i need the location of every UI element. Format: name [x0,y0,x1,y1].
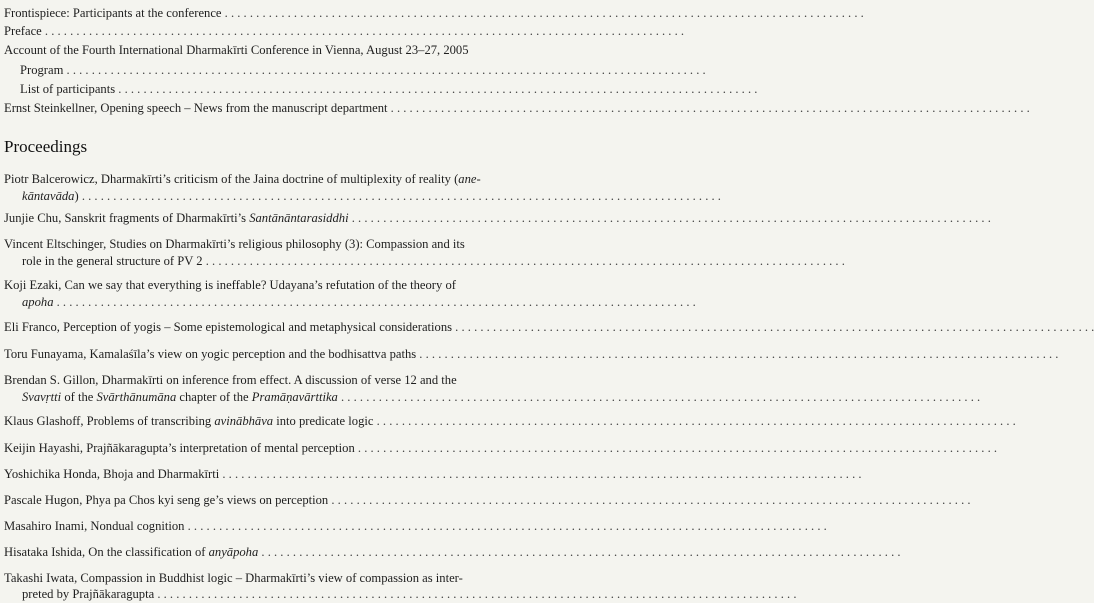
toc-entry-text: Toru Funayama, Kamalaśīla’s view on yogic perception and the bodhisattva paths [4,347,417,361]
toc-entry-text: Klaus Glashoff, Problems of transcribing [4,414,215,428]
toc-entry-italic: avinābhāva [214,414,274,428]
toc-entry-text: List of participants [20,82,116,96]
toc-entry-ezaki[interactable] [4,276,478,294]
toc-entry-italic: Pramāṇavārttika [251,390,338,404]
toc-entry-account[interactable] [4,41,478,59]
toc-entry-text: Program [20,63,64,77]
toc-entry-balcerowicz[interactable] [4,170,481,188]
toc-entry-italic: Svārthānumāna [96,390,177,404]
toc-entry-funayama[interactable] [4,345,478,363]
toc-entry-eltschinger[interactable] [4,235,478,253]
toc-entry-italic: kāntavāda [22,189,75,203]
toc-entry-eltschinger-cont[interactable] [22,252,478,270]
toc-entry-program[interactable] [20,61,478,79]
toc-entry-text: Yoshichika Honda, Bhoja and Dharmakīrti [4,467,220,481]
toc-entry-text: Hisataka Ishida, On the classification of [4,545,209,559]
section-heading-proceedings: Proceedings [4,137,88,156]
toc-entry-hugon[interactable] [4,491,478,509]
toc-entry-text: Koji Ezaki, Can we say that everything is ineffable? Udayana’s refutation of the theory of [4,278,456,292]
toc-entry-text: Vincent Eltschinger, Studies on Dharmakīrti’s religious philosophy (3): Compassion and its [4,237,465,251]
toc-entry-italic: Santānāntarasiddhi [249,211,349,225]
toc-entry-text: Account of the Fourth International Dharmakīrti Conference in Vienna, August 23–27, 2005 [4,43,469,57]
toc-entry-gillon[interactable] [4,371,478,389]
toc-entry-text: Preface [4,24,42,38]
toc-entry-text: preted by Prajñākaragupta [22,587,155,601]
toc-entry-hayashi[interactable] [4,439,478,457]
toc-entry-italic: apoha [22,295,54,309]
toc-entry-text: Eli Franco, Perception of yogis – Some epistemological and metaphysical considerations [4,320,453,334]
toc-entry-text: role in the general structure of PV 2 [22,254,203,268]
table-of-contents-page [0,0,481,601]
toc-entry-text: Piotr Balcerowicz, Dharmakīrti’s criticism of the Jaina doctrine of multiplexity of reality ( [4,172,459,186]
toc-entry-text: Frontispiece: Participants at the conference [4,6,222,20]
toc-entry-iwata-cont[interactable] [22,585,478,603]
toc-entry-frontispiece[interactable] [4,4,478,22]
toc-entry-ezaki-cont[interactable] [22,293,478,311]
toc-entry-text: chapter of the [176,390,252,404]
toc-entry-text: of the [61,390,97,404]
toc-entry-ishida[interactable] [4,543,478,561]
toc-entry-opening-speech[interactable] [4,99,478,117]
toc-entry-participants[interactable] [20,80,478,98]
toc-entry-honda[interactable] [4,465,478,483]
toc-entry-text: ) [74,189,79,203]
toc-entry-text: Takashi Iwata, Compassion in Buddhist logic – Dharmakīrti’s view of compassion as inter- [4,571,463,585]
toc-entry-italic: Svavṛtti [22,390,62,404]
toc-entry-glashoff[interactable] [4,412,478,430]
toc-entry-franco[interactable] [4,318,478,336]
toc-entry-italic: anyāpoha [208,545,259,559]
toc-entry-balcerowicz-cont[interactable] [22,187,478,205]
toc-entry-text: Ernst Steinkellner, Opening speech – News from the manuscript department [4,101,388,115]
toc-entry-preface[interactable] [4,22,478,40]
toc-entry-text: Brendan S. Gillon, Dharmakīrti on inference from effect. A discussion of verse 12 and the [4,373,457,387]
toc-entry-chu[interactable] [4,209,478,227]
toc-entry-inami[interactable] [4,517,478,535]
toc-entry-text: Masahiro Inami, Nondual cognition [4,519,185,533]
toc-entry-text: Pascale Hugon, Phya pa Chos kyi seng ge’s views on perception [4,493,329,507]
toc-entry-italic: ane- [458,172,481,186]
toc-entry-text: Keijin Hayashi, Prajñākaragupta’s interpretation of mental perception [4,441,355,455]
toc-entry-text: into predicate logic [273,414,374,428]
toc-entry-text: Junjie Chu, Sanskrit fragments of Dharmakīrti’s [4,211,250,225]
toc-entry-gillon-cont[interactable] [22,388,478,406]
